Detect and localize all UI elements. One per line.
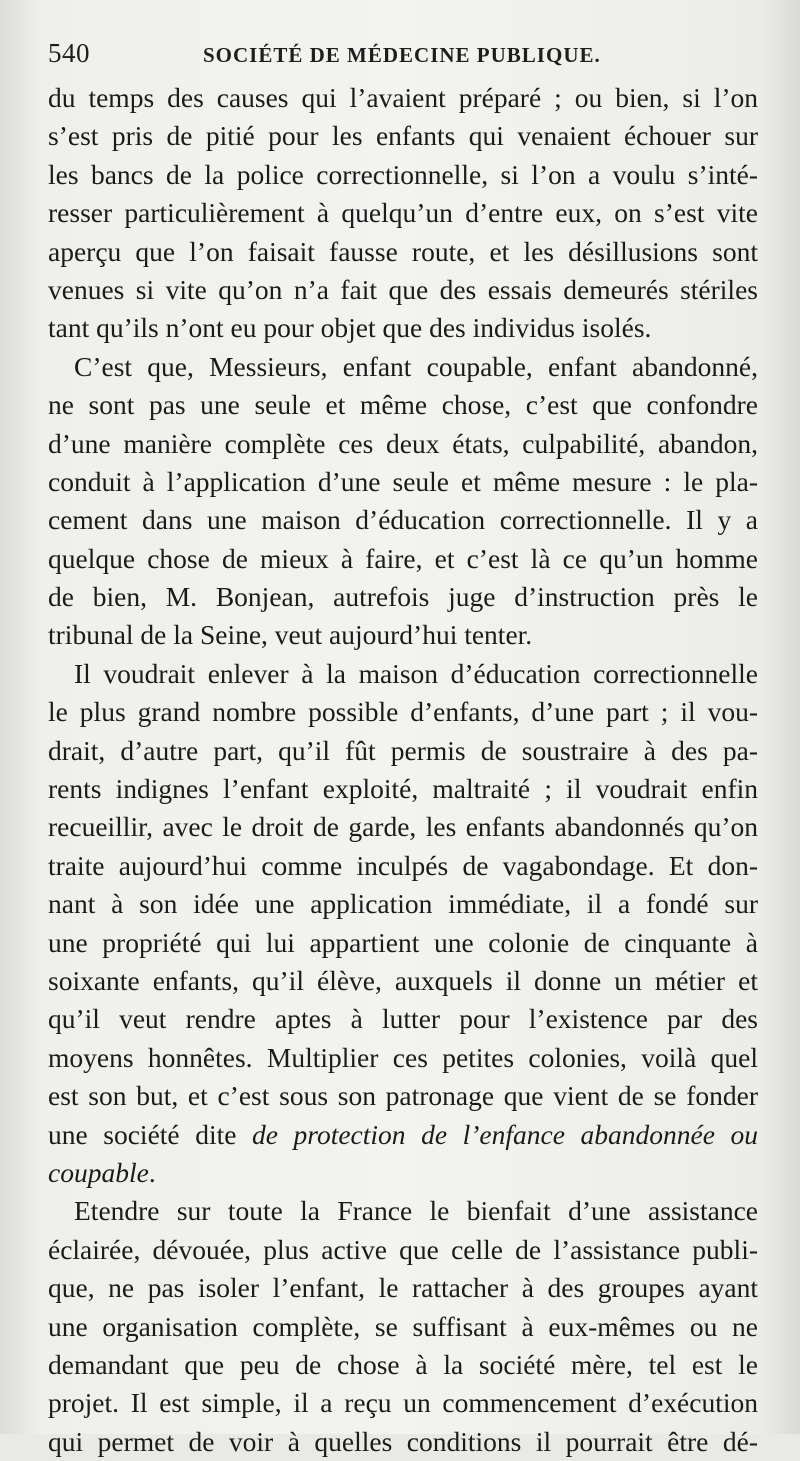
text-line: tribunal de la Seine, veut aujourd’hui tenter. (48, 619, 533, 651)
text-fragment: . (148, 1156, 156, 1188)
text-line: Etendre sur toute la France le bienfait d’une assistance (74, 1195, 758, 1227)
text-line-with-italic (48, 1154, 758, 1192)
text-line: recueillir, avec le droit de garde, les enfants abandonnés qu’on (48, 811, 758, 843)
text-line: ne sont pas une seule et même chose, c’est que confondre (48, 389, 758, 421)
text-line: C’est que, Messieurs, enfant coupable, enfant abandonné, (74, 350, 758, 382)
paragraph-2 (48, 348, 758, 655)
text-line: projet. Il est simple, il a reçu un commencement d’exécution (48, 1387, 758, 1419)
paragraph-3 (48, 655, 758, 1192)
text-line: soixante enfants, qu’il élève, auxquels il donne un métier et (48, 964, 758, 996)
text-line: du temps des causes qui l’avaient préparé ; ou bien, si l’on (48, 82, 758, 113)
text-line: conduit à l’application d’une seule et même mesure : le pla- (48, 465, 758, 497)
text-line: éclairée, dévouée, plus active que celle de l’assistance publi- (48, 1233, 758, 1265)
running-head (48, 38, 758, 78)
running-title: SOCIÉTÉ DE MÉDECINE PUBLIQUE. (203, 43, 601, 67)
text-line: drait, d’autre part, qu’il fût permis de soustraire à des pa- (48, 734, 758, 766)
text-line: nant à son idée une application immédiate, il a fondé sur (48, 888, 758, 920)
text-line: que, ne pas isoler l’enfant, le rattacher à des groupes ayant (48, 1272, 758, 1304)
text-line: une organisation complète, se suffisant à eux-mêmes ou ne (48, 1310, 758, 1342)
text-line-with-italic (48, 1116, 758, 1154)
text-line: une propriété qui lui appartient une colonie de cinquante à (48, 926, 758, 958)
text-line: Il voudrait enlever à la maison d’éducation correctionnelle (74, 657, 758, 689)
text-line: de bien, M. Bonjean, autrefois juge d’instruction près le (48, 581, 758, 613)
paragraph-4 (48, 1192, 758, 1461)
text-line: le plus grand nombre possible d’enfants, d’une part ; il vou- (48, 696, 758, 728)
paragraph-1 (48, 79, 758, 348)
text-line: tant qu’ils n’ont eu pour objet que des individus isolés. (48, 312, 652, 344)
text-line: qui permet de voir à quelles conditions il pourrait être dé- (48, 1425, 758, 1457)
body-text (48, 79, 758, 1461)
text-fragment: une société dite (48, 1118, 252, 1150)
text-line: rents indignes l’enfant exploité, maltraité ; il voudrait enfin (48, 773, 758, 805)
text-line: les bancs de la police correctionnelle, si l’on a voulu s’inté- (48, 158, 758, 190)
text-line: venues si vite qu’on n’a fait que des essais demeurés stériles (48, 273, 758, 305)
italic-title-continuation: coupable (48, 1156, 149, 1188)
page-number: 540 (48, 38, 90, 68)
text-line: moyens honnêtes. Multiplier ces petites colonies, voilà quel (48, 1041, 758, 1073)
text-line: qu’il veut rendre aptes à lutter pour l’existence par des (48, 1003, 758, 1035)
italic-title: de protection de l’enfance abandonnée ou (252, 1118, 758, 1150)
text-line: quelque chose de mieux à faire, et c’est là ce qu’un homme (48, 542, 758, 574)
text-line: est son but, et c’est sous son patronage que vient de se fonder (48, 1080, 758, 1112)
text-line: cement dans une maison d’éducation correctionnelle. Il y a (48, 504, 758, 536)
text-line: s’est pris de pitié pour les enfants qui venaient échouer sur (48, 120, 758, 152)
text-line: traite aujourd’hui comme inculpés de vagabondage. Et don- (48, 849, 758, 881)
text-line: aperçu que l’on faisait fausse route, et les désillusions sont (48, 235, 758, 267)
text-line: d’une manière complète ces deux états, culpabilité, abandon, (48, 427, 758, 459)
text-line: demandant que peu de chose à la société mère, tel est le (48, 1348, 758, 1380)
text-line: resser particulièrement à quelqu’un d’entre eux, on s’est vite (48, 197, 758, 229)
